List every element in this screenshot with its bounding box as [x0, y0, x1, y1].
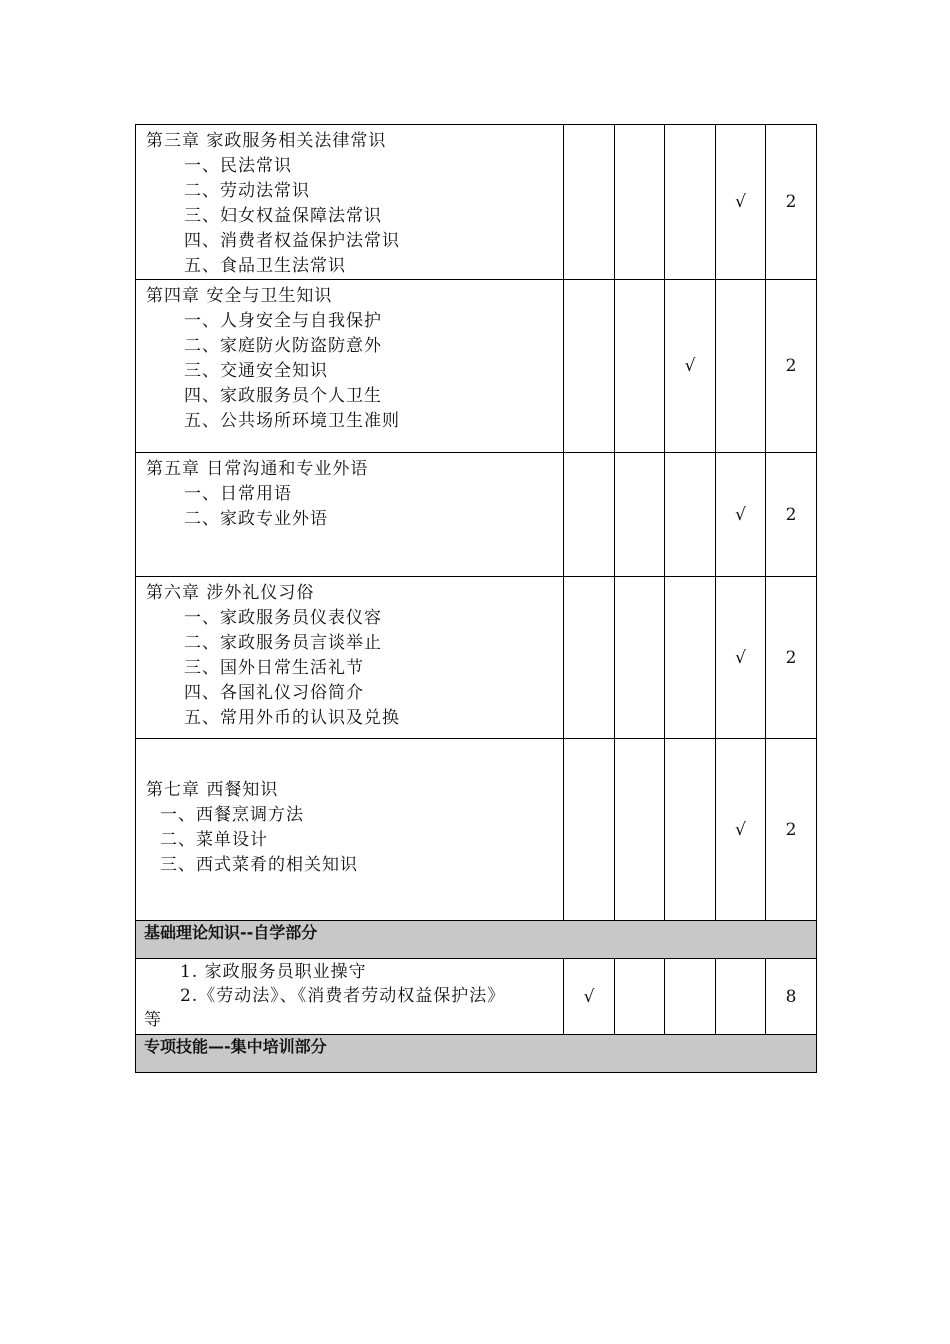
table-row	[136, 959, 817, 1035]
chapter-3-cell	[136, 125, 564, 280]
empty-cell	[564, 739, 615, 921]
empty-cell	[615, 577, 665, 739]
table-row	[136, 280, 817, 453]
list-item: 二、家政专业外语	[184, 509, 328, 529]
list-item: 二、家庭防火防盗防意外	[184, 336, 382, 356]
list-item: 等	[144, 1010, 162, 1030]
section-self-study-header	[136, 921, 817, 959]
chapter-6-cell	[136, 577, 564, 739]
check-mark: √	[716, 125, 766, 280]
chapter-title: 第五章 日常沟通和专业外语	[146, 459, 369, 479]
empty-cell	[615, 959, 665, 1035]
list-item: 一、日常用语	[184, 484, 292, 504]
section-skills-header	[136, 1035, 817, 1073]
chapter-7-cell	[136, 739, 564, 921]
check-mark: √	[716, 577, 766, 739]
hours-cell: 2	[766, 453, 817, 577]
list-item: 四、家政服务员个人卫生	[184, 386, 382, 406]
hours-cell: 8	[766, 959, 817, 1035]
table-row	[136, 125, 817, 280]
empty-cell	[615, 739, 665, 921]
empty-cell	[716, 280, 766, 453]
table-row	[136, 739, 817, 921]
section-title: 专项技能—-集中培训部分	[144, 1037, 327, 1056]
list-item: 五、食品卫生法常识	[184, 256, 346, 276]
list-item: 三、妇女权益保障法常识	[184, 206, 382, 226]
chapter-5-cell	[136, 453, 564, 577]
section-header-row	[136, 921, 817, 959]
chapter-4-cell	[136, 280, 564, 453]
list-item: 一、民法常识	[184, 156, 292, 176]
empty-cell	[716, 959, 766, 1035]
table-row	[136, 453, 817, 577]
empty-cell	[564, 125, 615, 280]
list-item: 一、人身安全与自我保护	[184, 311, 382, 331]
list-item: 四、消费者权益保护法常识	[184, 231, 400, 251]
list-item: 二、劳动法常识	[184, 181, 310, 201]
empty-cell	[564, 280, 615, 453]
list-item: 1. 家政服务员职业操守	[180, 962, 367, 982]
empty-cell	[665, 959, 716, 1035]
chapter-title: 第六章 涉外礼仪习俗	[146, 583, 315, 603]
list-item: 三、国外日常生活礼节	[184, 658, 364, 678]
hours-cell: 2	[766, 577, 817, 739]
chapter-title: 第三章 家政服务相关法律常识	[146, 131, 387, 151]
empty-cell	[564, 453, 615, 577]
empty-cell	[665, 739, 716, 921]
hours-cell: 2	[766, 280, 817, 453]
curriculum-table	[135, 124, 817, 1073]
hours-cell: 2	[766, 739, 817, 921]
section-header-row	[136, 1035, 817, 1073]
list-item: 一、家政服务员仪表仪容	[184, 608, 382, 628]
list-item: 五、公共场所环境卫生准则	[184, 411, 400, 431]
list-item: 2.《劳动法》、《消费者劳动权益保护法》	[180, 986, 506, 1006]
self-study-cell	[136, 959, 564, 1035]
empty-cell	[615, 280, 665, 453]
check-mark: √	[716, 739, 766, 921]
list-item: 四、各国礼仪习俗简介	[184, 683, 364, 703]
empty-cell	[615, 453, 665, 577]
hours-cell: 2	[766, 125, 817, 280]
empty-cell	[665, 453, 716, 577]
chapter-title: 第四章 安全与卫生知识	[146, 286, 333, 306]
check-mark: √	[716, 453, 766, 577]
table-row	[136, 577, 817, 739]
list-item: 二、家政服务员言谈举止	[184, 633, 382, 653]
list-item: 三、西式菜肴的相关知识	[160, 855, 358, 875]
empty-cell	[564, 577, 615, 739]
section-title: 基础理论知识--自学部分	[144, 923, 318, 942]
list-item: 一、西餐烹调方法	[160, 805, 304, 825]
empty-cell	[615, 125, 665, 280]
list-item: 五、常用外币的认识及兑换	[184, 708, 400, 728]
empty-cell	[665, 577, 716, 739]
check-mark: √	[665, 280, 716, 453]
list-item: 三、交通安全知识	[184, 361, 328, 381]
check-mark: √	[564, 959, 615, 1035]
empty-cell	[665, 125, 716, 280]
list-item: 二、菜单设计	[160, 830, 268, 850]
chapter-title: 第七章 西餐知识	[146, 780, 279, 800]
